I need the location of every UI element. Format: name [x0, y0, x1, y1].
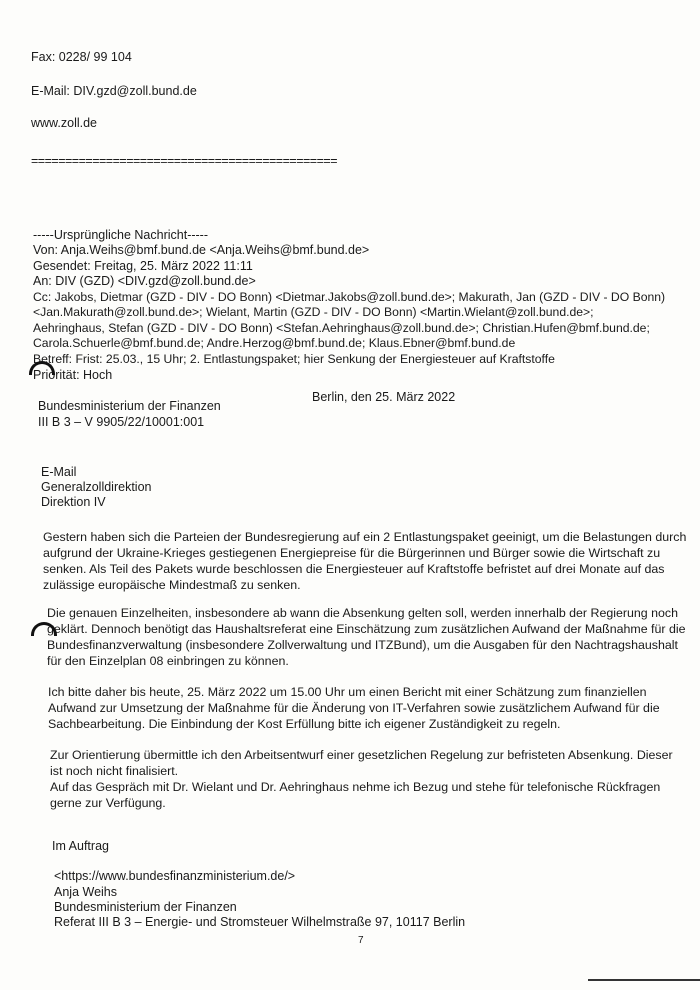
fax-line: Fax: 0228/ 99 104	[31, 50, 132, 64]
body-paragraph-4-line: Zur Orientierung übermittle ich den Arbeitsentwurf einer gesetzlichen Regelung zur befristeten Absenkung. Dieser	[50, 748, 673, 762]
body-paragraph-3-line: Aufwand zur Umsetzung der Maßnahme für die Änderung von IT-Verfahren sowie zusätzlichem Aufwand für die	[48, 701, 660, 715]
web-line: www.zoll.de	[31, 116, 97, 130]
closing-name: Anja Weihs	[54, 885, 117, 899]
closing-ministry: Bundesministerium der Finanzen	[54, 900, 237, 914]
separator-line: =============================================	[31, 154, 337, 168]
cc-line-3: Aehringhaus, Stefan (GZD - DIV - DO Bonn) <Stefan.Aehringhaus@zoll.bund.de>; Christian.Hufen@bmf.bund.de;	[33, 321, 650, 335]
to-line: An: DIV (GZD) <DIV.gzd@zoll.bund.de>	[33, 274, 256, 288]
body-paragraph-4-line: gerne zur Verfügung.	[50, 796, 166, 810]
priority-line: Priorität: Hoch	[33, 368, 113, 382]
recipient-line-2: Generalzolldirektion	[41, 480, 152, 494]
recipient-line-1: E-Mail	[41, 465, 77, 479]
subject-line: Betreff: Frist: 25.03., 15 Uhr; 2. Entlastungspaket; hier Senkung der Energiesteuer auf Kraftstoffe	[33, 352, 555, 366]
body-paragraph-4	[50, 747, 680, 811]
body-paragraph-1-line: aufgrund der Ukraine-Krieges gestiegenen Energiepreise für die Bürgerinnen und Bürger sowie die Wirtschaft zu	[43, 546, 661, 560]
from-line: Von: Anja.Weihs@bmf.bund.de <Anja.Weihs@bmf.bund.de>	[33, 243, 370, 257]
body-paragraph-2-line: für den Einzelplan 08 einbringen zu können.	[47, 654, 289, 668]
closing-department: Referat III B 3 – Energie- und Stromsteuer Wilhelmstraße 97, 10117 Berlin	[54, 915, 466, 929]
email-line: E-Mail: DIV.gzd@zoll.bund.de	[31, 84, 197, 98]
body-paragraph-2-line: geklärt. Dennoch benötigt das Haushaltsreferat eine Einschätzung zum zusätzlichen Aufwand der Maßnahme für die	[47, 622, 686, 636]
cc-line-2: <Jan.Makurath@zoll.bund.de>; Wielant, Martin (GZD - DIV - DO Bonn) <Martin.Wielant@zoll.bund.de>;	[33, 305, 594, 319]
cc-line-1: Cc: Jakobs, Dietmar (GZD - DIV - DO Bonn) <Dietmar.Jakobs@zoll.bund.de>; Makurath, Jan (GZD - DIV - DO Bonn)	[33, 290, 666, 304]
cc-line-4: Carola.Schuerle@bmf.bund.de; Andre.Herzog@bmf.bund.de; Klaus.Ebner@bmf.bund.de	[33, 336, 516, 350]
im-auftrag: Im Auftrag	[52, 839, 109, 853]
sent-line: Gesendet: Freitag, 25. März 2022 11:11	[33, 259, 253, 273]
original-message-header: -----Ursprüngliche Nachricht-----	[33, 228, 209, 242]
sender-reference: III B 3 – V 9905/22/10001:001	[38, 415, 205, 429]
body-paragraph-1-line: senken. Als Teil des Pakets wurde beschlossen die Energiesteuer auf Kraftstoffe befristet auf drei Monate auf das	[43, 562, 665, 576]
body-paragraph-3	[48, 684, 678, 732]
place-date: Berlin, den 25. März 2022	[312, 390, 456, 404]
closing-url: <https://www.bundesfinanzministerium.de/>	[54, 869, 296, 883]
sender-ministry: Bundesministerium der Finanzen	[38, 399, 221, 413]
body-paragraph-1-line: zulässige europäische Mindestmaß zu senken.	[43, 578, 301, 592]
body-paragraph-4-line: Auf das Gespräch mit Dr. Wielant und Dr. Aehringhaus nehme ich Bezug und stehe für telefonische Rückfragen	[50, 780, 661, 794]
body-paragraph-1	[43, 529, 687, 593]
body-paragraph-1-line: Gestern haben sich die Parteien der Bundesregierung auf ein 2 Entlastungspaket geeinigt, um die Belastungen durch	[43, 530, 687, 544]
bottom-rule	[588, 979, 700, 981]
page-number: 7	[358, 935, 364, 946]
body-paragraph-2-line: Die genauen Einzelheiten, insbesondere ab wann die Absenkung gelten soll, werden innerhalb der Regierung noch	[47, 606, 678, 620]
body-paragraph-2-line: Bundesfinanzverwaltung (insbesondere Zollverwaltung und ITZBund), um die Ausgaben für den Nachtragshaushalt	[47, 638, 678, 652]
body-paragraph-2	[47, 605, 686, 669]
body-paragraph-3-line: Sachbearbeitung. Die Einbindung der Kost Erfüllung bitte ich eigener Zuständigkeit zu regeln.	[48, 717, 561, 731]
recipient-line-3: Direktion IV	[41, 495, 106, 509]
body-paragraph-3-line: Ich bitte daher bis heute, 25. März 2022 um 15.00 Uhr um einen Bericht mit einer Schätzung zum finanziellen	[48, 685, 647, 699]
body-paragraph-4-line: ist noch nicht finalisiert.	[50, 764, 179, 778]
